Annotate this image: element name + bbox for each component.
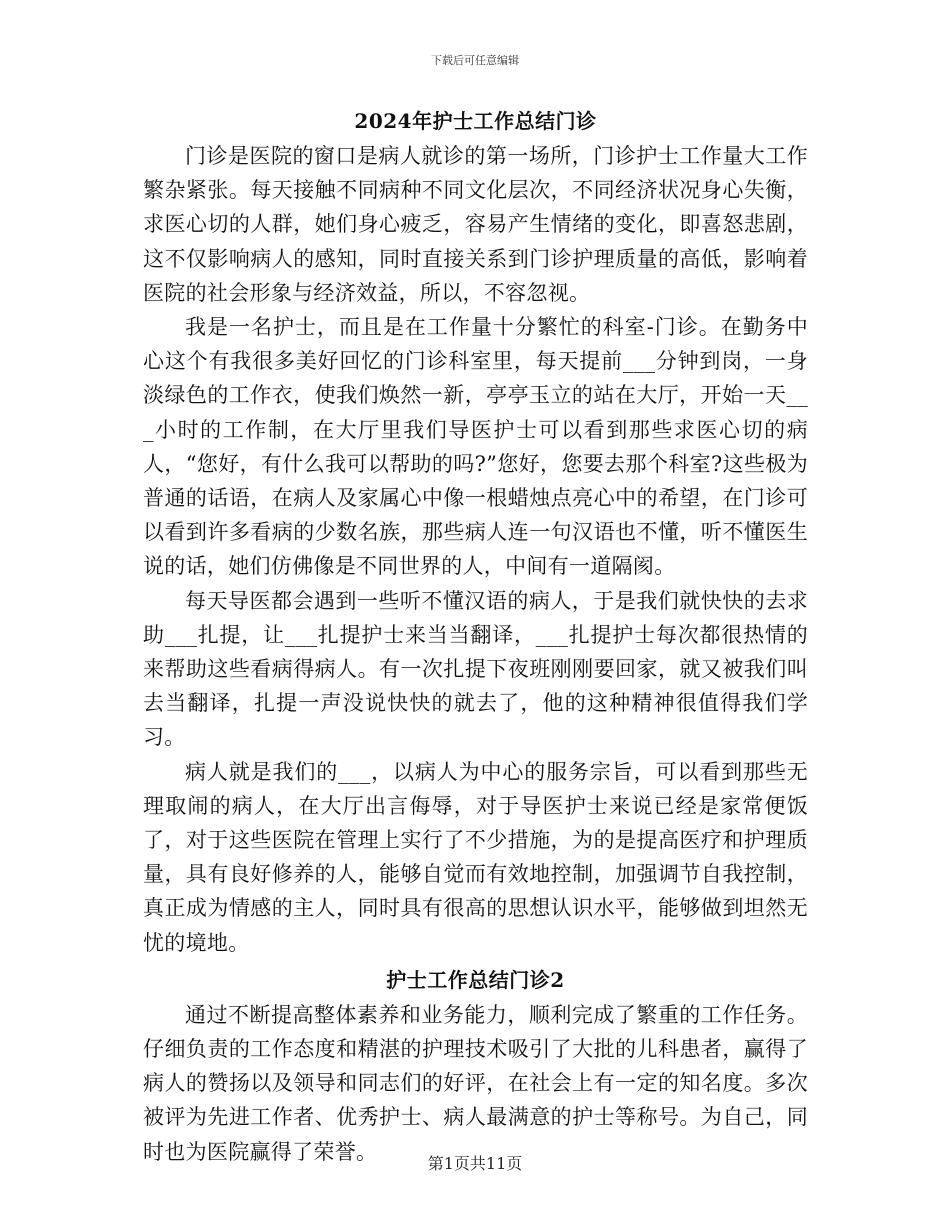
paragraph-1: 门诊是医院的窗口是病人就诊的第一场所，门诊护士工作量大工作繁杂紧张。每天接触不同病种不同文化层次，不同经济状况身心失衡，求医心切的人群，她们身心疲乏，容易产生情绪的变化，即喜怒悲剧，这不仅影响病人的感知，同时直接关系到门诊护理质量的高低，影响着医院的社会形象与经济效益，所以，不容忽视。 [143, 144, 808, 305]
paragraph-2: 我是一名护士，而且是在工作量十分繁忙的科室-门诊。在勤务中心这个有我很多美好回忆的门诊科室里，每天提前___分钟到岗，一身淡绿色的工作衣，使我们焕然一新，亭亭玉立的站在大厅，开始一天___小时的工作制，在大厅里我们导医护士可以看到那些求医心切的病人，“您好，有什么我可以帮助的吗?”您好，您要去那个科室?这些极为普通的话语，在病人及家属心中像一根蜡烛点亮心中的希望，在门诊可以看到许多看病的少数名族，那些病人连一句汉语也不懂，听不懂医生说的话，她们仿佛像是不同世界的人，中间有一道隔阂。 [143, 315, 808, 579]
page-number-footer: 第1页共11页 [427, 1154, 523, 1173]
document-title: 2024年护士工作总结门诊 [354, 109, 597, 133]
paragraph-3: 每天导医都会遇到一些听不懂汉语的病人，于是我们就快快的去求助___扎提，让___扎提护士来当当翻译，___扎提护士每次都很热情的来帮助这些看病得病人。有一次扎提下夜班刚刚要回家，就又被我们叫去当翻译，扎提一声没说快快的就去了，他的这种精神很值得我们学习。 [143, 588, 808, 750]
section-title-2: 护士工作总结门诊2 [386, 967, 565, 992]
paragraph-5: 通过不断提高整体素养和业务能力，顺利完成了繁重的工作任务。仔细负责的工作态度和精湛的护理技术吸引了大批的儿科患者，赢得了病人的赞扬以及领导和同志们的好评，在社会上有一定的知名度。多次被评为先进工作者、优秀护士、病人最满意的护士等称号。为自己，同时也为医院赢得了荣誉。 [143, 1002, 808, 1164]
header-note: 下载后可任意编辑 [431, 54, 519, 67]
document-body [143, 105, 808, 1169]
paragraph-4: 病人就是我们的___，以病人为中心的服务宗旨，可以看到那些无理取闹的病人，在大厅出言侮辱，对于导医护士来说已经是家常便饭了，对于这些医院在管理上实行了不少措施，为的是提高医疗和护理质量，具有良好修养的人，能够自觉而有效地控制，加强调节自我控制，真正成为情感的主人，同时具有很高的思想认识水平，能够做到坦然无忧的境地。 [143, 759, 808, 955]
